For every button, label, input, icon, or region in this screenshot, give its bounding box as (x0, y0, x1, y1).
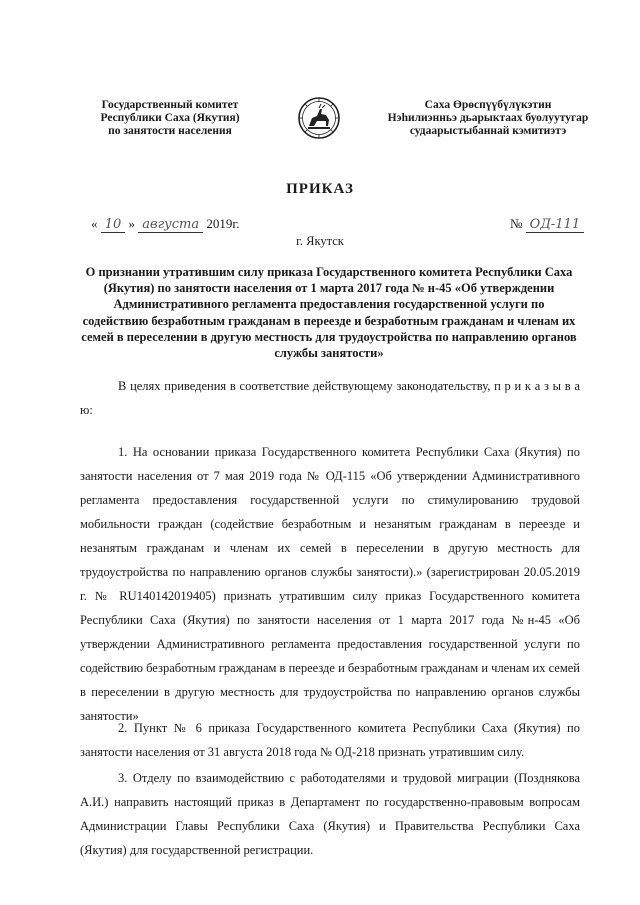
header-left-line: Государственный комитет (101, 99, 239, 111)
paragraph-intro: В целях приведения в соответствие действующему законодательству, п р и к а з ы в а ю: (80, 379, 580, 417)
header-right-line: Саха Өрөспүүбүлүкэтин (424, 99, 552, 111)
number-value: ОД-111 (526, 217, 584, 233)
order-date (91, 216, 239, 232)
date-close-quote: » (128, 216, 136, 231)
order-number (510, 216, 584, 232)
paragraph-3: 3. Отделу по взаимодействию с работодателями и трудовой миграции (Позднякова А.И.) направить настоящий приказ в Департамент по государственно-правовым вопросам Администрации Главы Республики Саха (Якутия) и Правительства Республики Саха (Якутия) для государственной регистрации. (80, 771, 580, 857)
number-prefix: № (510, 216, 523, 231)
header-left-org (70, 99, 270, 138)
header-right-line: Нэһилиэнньэ дьарыктаах буолуутугар (387, 112, 589, 124)
order-heading: О признании утратившим силу приказа Государственного комитета Республики Саха (Якутия) по занятости населения от 1 марта 2017 года № н-45 «Об утверждении Административного регламента предоставления государственной услуги по содействию безработным гражданам в переезде и безработным гражданам и членам их семей в переселении в другую местность для трудоустройства по направлению органов службы занятости» (81, 265, 577, 361)
header-right-line: судаарыстыбаннай кэмитиэтэ (409, 125, 567, 137)
paragraph-1: 1. На основании приказа Государственного комитета Республики Саха (Якутия) по занятости населения от 7 мая 2019 года № ОД-115 «Об утверждении Административного регламента предоставления государственной услуги по стимулированию трудовой мобильности граждан (содействие безработным и незанятым гражданам в переезде и незанятым гражданам и членам их семей в переселении в другую местность для трудоустройства по направлению органов службы занятости).» (зарегистрирован 20.05.2019 г. № RU140142019405) признать утратившим силу приказ Государственного комитета Республики Саха (Якутия) по занятости населения от 1 марта 2017 года №н-45 «Об утверждении Административного регламента предоставления государственной услуги по содействию безработным гражданам в переезде и безработным гражданам и членам их семей в переселении в другую местность для трудоустройства по направлению органов службы занятости» (80, 445, 580, 723)
coat-of-arms-emblem (297, 96, 341, 140)
document-title: ПРИКАЗ (286, 181, 354, 197)
header-left-line: Республики Саха (Якутия) (100, 112, 240, 124)
paragraph-2: 2. Пункт № 6 приказа Государственного комитета Республики Саха (Якутия) по занятости населения от 31 августа 2018 года № ОД-218 признать утратившим силу. (80, 721, 580, 759)
date-day: 10 (101, 217, 126, 233)
city-line: г. Якутск (296, 234, 344, 248)
date-open-quote: « (91, 216, 98, 231)
date-month: августа (138, 217, 203, 233)
date-year: 2019г. (206, 216, 240, 231)
header-right-org (378, 99, 598, 138)
header-left-line: по занятости населения (108, 125, 232, 137)
